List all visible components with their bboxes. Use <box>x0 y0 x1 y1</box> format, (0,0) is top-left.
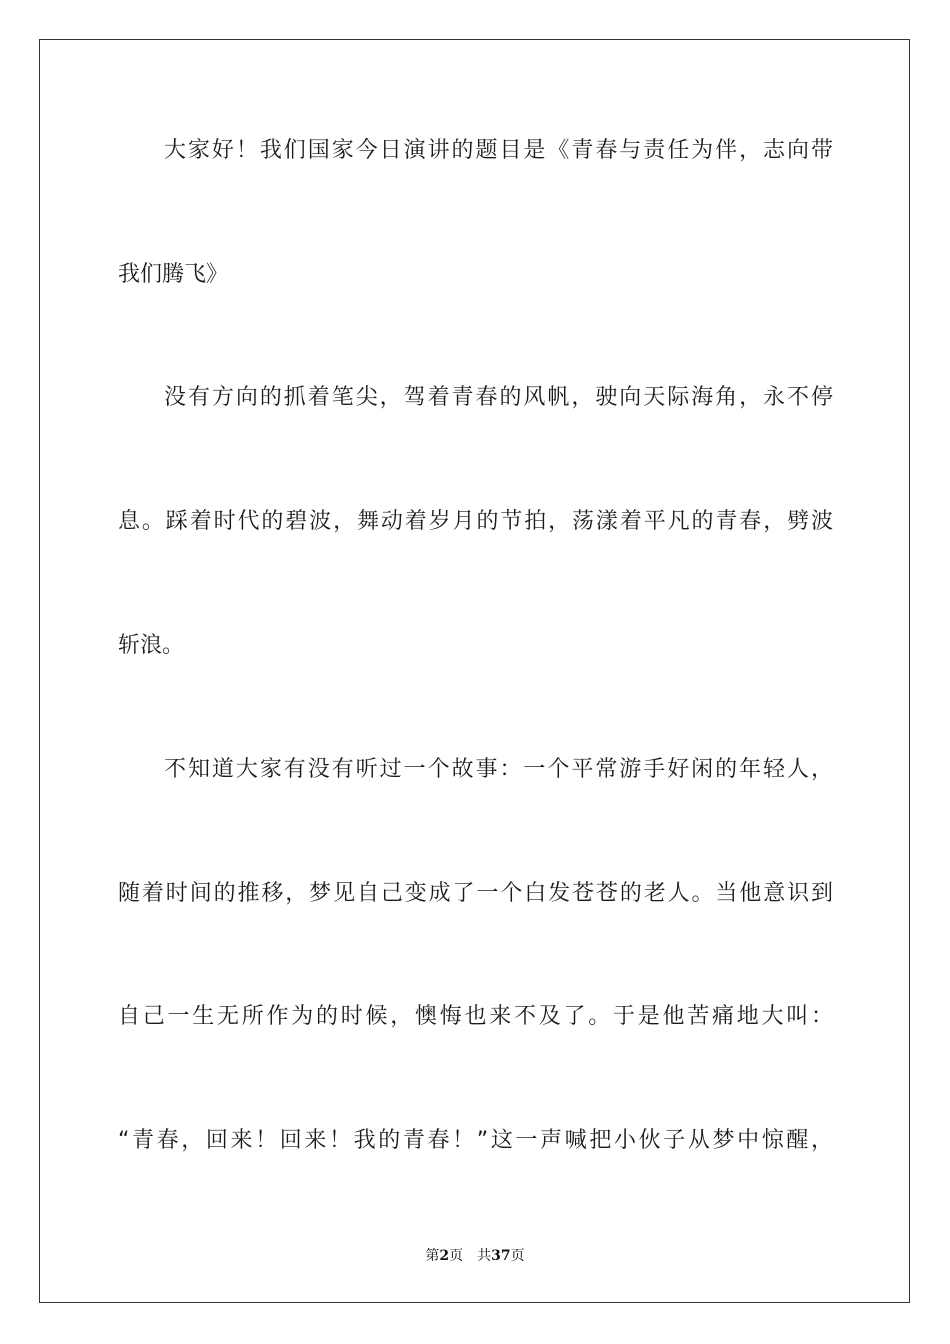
paragraph-3-line-2: 随着时间的推移，梦见自己变成了一个白发苍苍的老人。当他意识到 <box>118 881 833 906</box>
page-number-footer <box>0 1247 950 1265</box>
paragraph-3-line-3: 自己一生无所作为的时候，懊悔也来不及了。于是他苦痛地大叫： <box>118 1004 833 1029</box>
paragraph-1-line-2: 我们腾飞》 <box>118 262 229 287</box>
total-prefix: 共 <box>477 1248 492 1264</box>
total-page-count: 37 <box>491 1248 511 1264</box>
total-suffix: 页 <box>510 1248 525 1264</box>
page-prefix: 第 <box>425 1248 440 1264</box>
paragraph-2-line-1: 没有方向的抓着笔尖，驾着青春的风帆，驶向天际海角，永不停 <box>164 385 833 410</box>
paragraph-1-line-1: 大家好！我们国家今日演讲的题目是《青春与责任为伴，志向带 <box>164 138 833 163</box>
page-suffix: 页 <box>449 1248 464 1264</box>
paragraph-2-line-3: 斩浪。 <box>118 633 185 658</box>
page-border <box>39 39 910 1303</box>
current-page-number: 2 <box>439 1248 450 1264</box>
paragraph-3-line-1: 不知道大家有没有听过一个故事：一个平常游手好闲的年轻人， <box>164 757 833 782</box>
paragraph-3-line-4: “青春，回来！回来！我的青春！”这一声喊把小伙子从梦中惊醒， <box>118 1128 833 1153</box>
paragraph-2-line-2: 息。踩着时代的碧波，舞动着岁月的节拍，荡漾着平凡的青春，劈波 <box>118 509 833 534</box>
